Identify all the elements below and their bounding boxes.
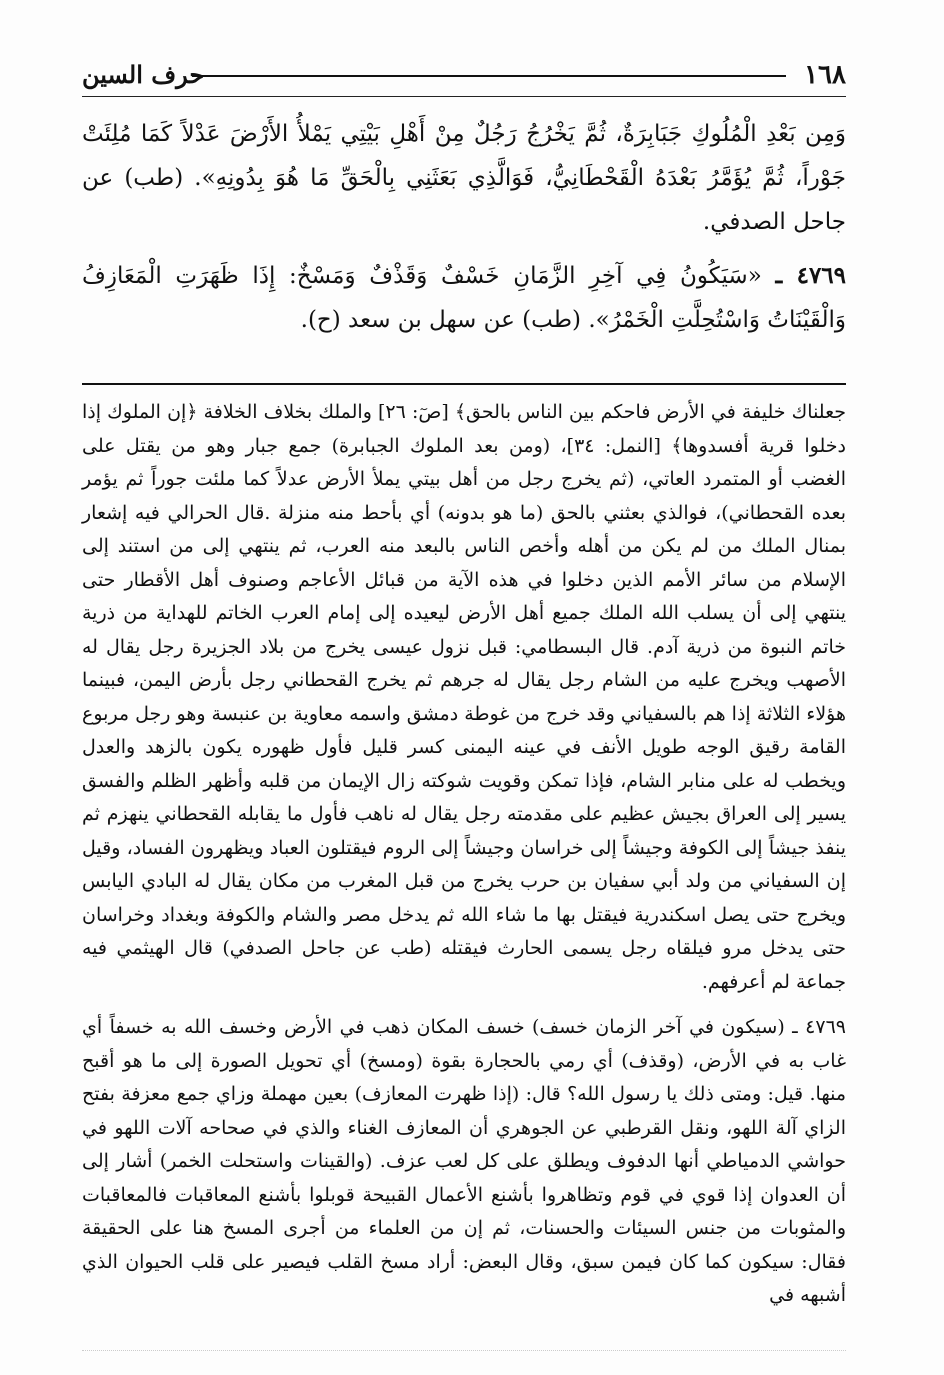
hadith-text: «سَيَكُونُ فِي آخِرِ الزَّمَانِ خَسْفٌ وَقَذْفٌ وَمَسْخٌ: إِذَا ظَهَرَتِ الْمَعَازِفُ وَالْقَيْنَاتُ وَاسْتُحِلَّتِ الْخَمْرُ». (طب) عن سهل بن سعد (ح). — [82, 263, 846, 333]
header-divider — [82, 96, 846, 97]
main-text — [82, 112, 846, 352]
hadith-continuation: وَمِن بَعْدِ الْمُلُوكِ جَبَابِرَةٌ، ثُمَّ يَخْرُجُ رَجُلٌ مِنْ أَهْلِ بَيْتِي يَمْلأُ الأَرْضَ عَدْلاً كَمَا مُلِئَتْ جَوْراً، ثُمَّ يُؤَمَّرُ بَعْدَهُ الْقَحْطَانِيُّ، فَوَالَّذِي بَعَثَنِي بِالْحَقِّ مَا هُوَ بِدُونِهِ». (طب) عن جاحل الصدفي. — [82, 121, 846, 235]
hadith-entry — [82, 254, 846, 342]
commentary-paragraph: ٤٧٦٩ ـ (سيكون في آخر الزمان خسف) خسف المكان ذهب في الأرض وخسف الله به خسفاً أي غاب به في الأرض، (وقذف) أي رمي بالحجارة بقوة (ومسخ) أي تحويل الصورة إلى ما هو أقبح منها. قيل: ومتى ذلك يا رسول الله؟ قال: (إذا ظهرت المعازف) بعين مهملة وزاي جمع معزفة بفتح الزاي آلة اللهو، ونقل القرطبي عن الجوهري أن المعازف الغناء والذي في صحاحه آلات اللهو في حواشي الدمياطي أنها الدفوف ويطلق على كل لعب عزف. (والقينات واستحلت الخمر) أشار إلى أن العدوان إذا قوي في قوم وتظاهروا بأشنع الأعمال القبيحة قوبلوا بأشنع المعاقبات فالمعاقبات والمثوبات من جنس السيئات والحسنات، ثم إن من العلماء من أجرى المسخ هنا على الحقيقة فقال: سيكون كما كان فيمن سبق، وقال البعض: أراد مسخ القلب فيصير على قلب الحيوان الذي أشبهه في — [82, 1016, 846, 1306]
page-bottom-edge — [82, 1350, 846, 1351]
chapter-title: حرف السين — [82, 60, 205, 89]
page-header — [82, 58, 846, 98]
page-number: ١٦٨ — [804, 60, 846, 90]
footnote-divider — [82, 383, 846, 385]
commentary-paragraph: جعلناك خليفة في الأرض فاحكم بين الناس بالحق﴾ [صٓ: ٢٦] والملك بخلاف الخلافة ﴿إن الملوك إذا دخلوا قرية أفسدوها﴾ [النمل: ٣٤]، (ومن بعد الملوك الجبابرة) جمع جبار وهو من يقتل على الغضب أو المتمرد العاتي، (ثم يخرج رجل من أهل بيتي يملأ الأرض عدلاً كما ملئت جوراً ثم يؤمر بعده القحطاني)، فوالذي بعثني بالحق (ما هو بدونه) أي بأحط منه منزلة .قال الحرالي فيه إشعار بمنال الملك من لم يكن من أهله وأخص الناس بالبعد منه العرب، ثم ينتهي إلى من استند إلى الإسلام من سائر الأمم الذين دخلوا في هذه الآية من قبائل الأعاجم وصنوف أهل الأقطار حتى ينتهي إلى أن يسلب الله الملك جميع أهل الأرض ليعيده إلى إمام العرب الخاتم للهداية من ذرية خاتم النبوة من ذرية آدم. قال البسطامي: قبل نزول عيسى يخرج من بلاد الجزيرة رجل يقال له الأصهب ويخرج عليه من الشام رجل يقال له جرهم ثم يخرج القحطاني رجل بأرض اليمن، فبينما هؤلاء الثلاثة إذا هم بالسفياني وقد خرج من غوطة دمشق واسمه معاوية بن عنبسة وهو رجل مربوع القامة رقيق الوجه طويل الأنف في عينه اليمنى كسر قليل فأول ظهوره يكون بالزهد والعدل ويخطب له على منابر الشام، فإذا تمكن وقويت شوكته زال الإيمان من قلبه وأظهر الظلم والفسق يسير إلى العراق بجيش عظيم على مقدمته رجل يقال له ناهب فأول ما يقابله القحطاني ينهزم ثم ينفذ جيشاً إلى الكوفة وجيشاً إلى خراسان وجيشاً إلى الروم فيقتلون العباد ويظهرون الفساد، وقيل إن السفياني من ولد أبي سفيان بن حرب يخرج من قبل المغرب من مكان يقال له البادي اليابس ويخرج حتى يصل اسكندرية فيقتل بها ما شاء الله ثم يدخل مصر والشام والكوفة وبغداد وخراسان حتى يدخل مرو فيلقاه رجل يسمى الحارث فيقتله (طب عن جاحل الصدفي) قال الهيثمي فيه جماعة لم أعرفهم. — [82, 401, 847, 993]
commentary — [82, 396, 846, 1325]
hadith-number: ٤٧٦٩ ـ — [775, 262, 847, 289]
header-rule — [192, 75, 786, 77]
